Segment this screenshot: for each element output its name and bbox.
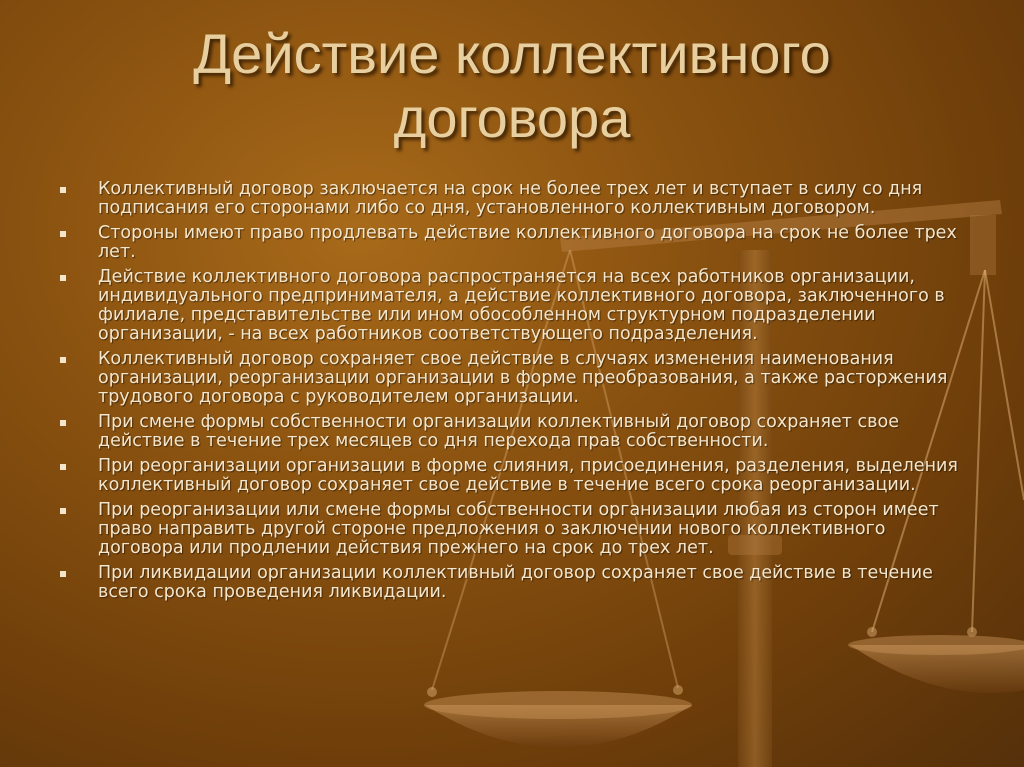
square-bullet-icon bbox=[60, 420, 66, 426]
square-bullet-icon bbox=[60, 508, 66, 514]
bullet-item bbox=[60, 224, 960, 262]
bullet-text: При реорганизации организации в форме слияния, присоединения, разделения, выделения коллективный договор сохраняет свое действие в течение всего срока реорганизации. bbox=[98, 456, 958, 495]
square-bullet-icon bbox=[60, 571, 66, 577]
title-line-2: договора bbox=[393, 86, 631, 149]
square-bullet-icon bbox=[60, 187, 66, 193]
bullet-text: Действие коллективного договора распространяется на всех работников организации, индивидуального предпринимателя, а действие коллективного договора, заключенного в филиале, представительстве или ином обособленном структурном подразделении организации, - на всех работников соответствующего подразделения. bbox=[98, 267, 945, 344]
slide-title bbox=[0, 22, 1024, 150]
bullet-item bbox=[60, 268, 960, 344]
square-bullet-icon bbox=[60, 275, 66, 281]
square-bullet-icon bbox=[60, 357, 66, 363]
bullet-text: При реорганизации или смене формы собственности организации любая из сторон имеет право направить другой стороне предложения о заключении нового коллективного договора или продлении действия прежнего на срок до трех лет. bbox=[98, 500, 939, 558]
bullet-item bbox=[60, 457, 960, 495]
bullet-text: Стороны имеют право продлевать действие коллективного договора на срок не более трех лет. bbox=[98, 223, 957, 262]
bullet-item bbox=[60, 564, 960, 602]
bullet-item bbox=[60, 413, 960, 451]
bullet-text: При ликвидации организации коллективный договор сохраняет свое действие в течение всего срока проведения ликвидации. bbox=[98, 563, 933, 602]
bullet-text: Коллективный договор сохраняет свое действие в случаях изменения наименования организации, реорганизации организации в форме преобразования, а также расторжения трудового договора с руководителем организации. bbox=[98, 349, 948, 407]
bullet-item bbox=[60, 350, 960, 407]
square-bullet-icon bbox=[60, 464, 66, 470]
title-line-1: Действие коллективного bbox=[193, 22, 831, 85]
bullet-list bbox=[60, 180, 960, 608]
bullet-text: При смене формы собственности организации коллективный договор сохраняет свое действие в течение трех месяцев со дня перехода прав собственности. bbox=[98, 412, 899, 451]
square-bullet-icon bbox=[60, 231, 66, 237]
bullet-item bbox=[60, 180, 960, 218]
bullet-item bbox=[60, 501, 960, 558]
bullet-text: Коллективный договор заключается на срок не более трех лет и вступает в силу со дня подписания его сторонами либо со дня, установленного коллективным договором. bbox=[98, 179, 923, 218]
